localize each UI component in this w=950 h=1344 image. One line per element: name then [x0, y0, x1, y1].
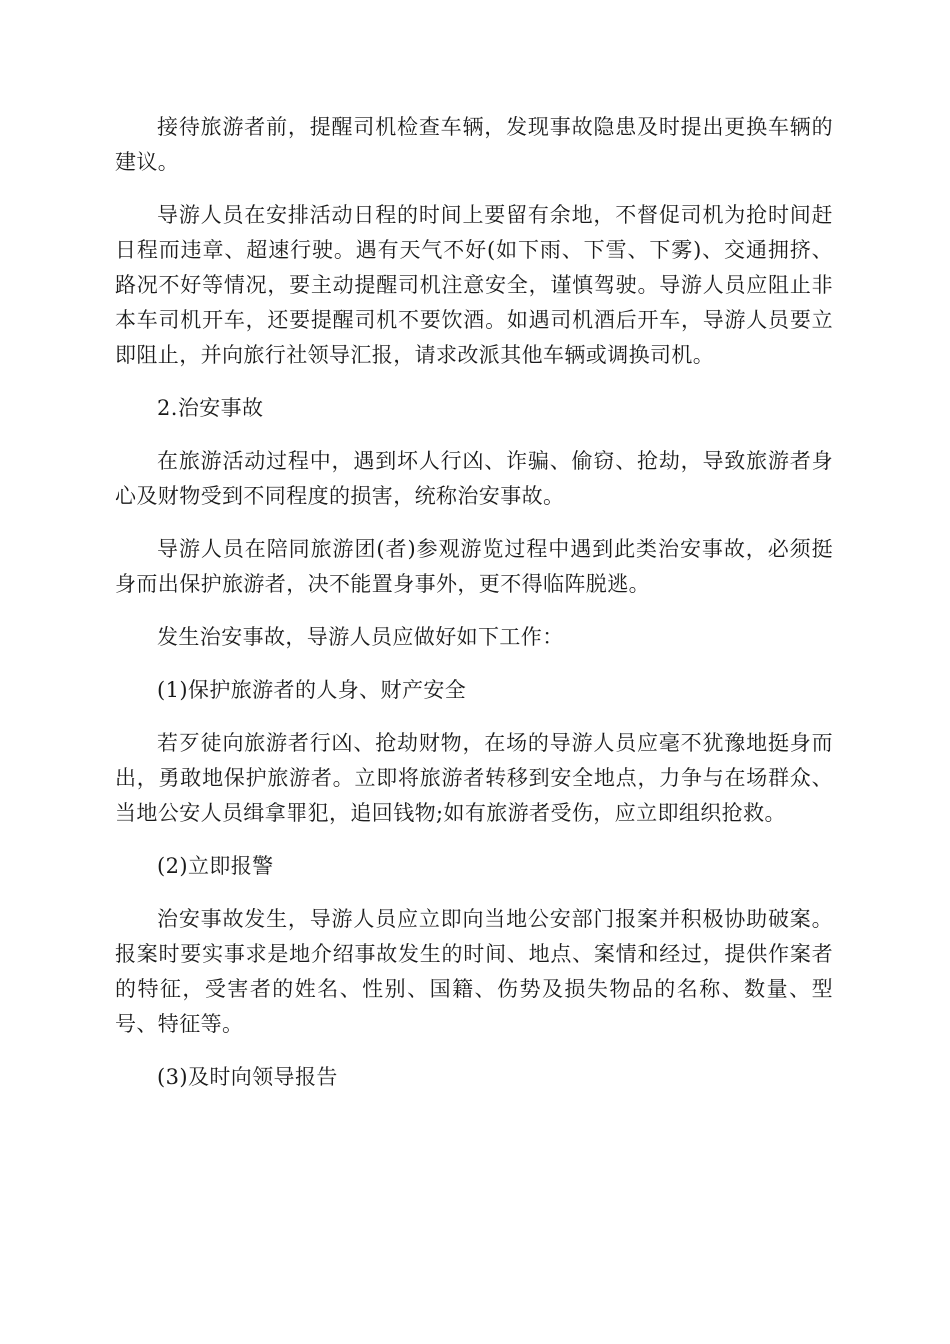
paragraph-tasks-intro: 发生治安事故，导游人员应做好如下工作：	[157, 625, 564, 649]
subheading-protect-tourists: (1)保护旅游者的人身、财产安全	[157, 678, 467, 702]
subheading-report-police: (2)立即报警	[157, 854, 274, 878]
paragraph-vehicle-check: 接待旅游者前，提醒司机检查车辆，发现事故隐患及时提出更换车辆的建议。	[115, 115, 833, 174]
subheading-report-leadership: (3)及时向领导报告	[157, 1065, 338, 1089]
document-page	[115, 110, 833, 1113]
paragraph-protect-details: 若歹徒向旅游者行凶、抢劫财物，在场的导游人员应毫不犹豫地挺身而出，勇敢地保护旅游者。立即将旅游者转移到安全地点，力争与在场群众、当地公安人员缉拿罪犯，追回钱物;如有旅游者受伤，应立即组织抢救。	[115, 731, 833, 825]
section-heading-security-incident: 2.治安事故	[157, 396, 264, 420]
paragraph-guide-duty: 导游人员在陪同旅游团(者)参观游览过程中遇到此类治安事故，必须挺身而出保护旅游者，决不能置身事外，更不得临阵脱逃。	[115, 537, 833, 596]
paragraph-security-definition: 在旅游活动过程中，遇到坏人行凶、诈骗、偷窃、抢劫，导致旅游者身心及财物受到不同程度的损害，统称治安事故。	[115, 449, 833, 508]
paragraph-schedule-safety: 导游人员在安排活动日程的时间上要留有余地，不督促司机为抢时间赶日程而违章、超速行驶。遇有天气不好(如下雨、下雪、下雾)、交通拥挤、路况不好等情况，要主动提醒司机注意安全，谨慎驾驶。导游人员应阻止非本车司机开车，还要提醒司机不要饮酒。如遇司机酒后开车，导游人员要立即阻止，并向旅行社领导汇报，请求改派其他车辆或调换司机。	[115, 203, 833, 367]
paragraph-report-details: 治安事故发生，导游人员应立即向当地公安部门报案并积极协助破案。报案时要实事求是地介绍事故发生的时间、地点、案情和经过，提供作案者的特征，受害者的姓名、性别、国籍、伤势及损失物品的名称、数量、型号、特征等。	[115, 907, 833, 1036]
